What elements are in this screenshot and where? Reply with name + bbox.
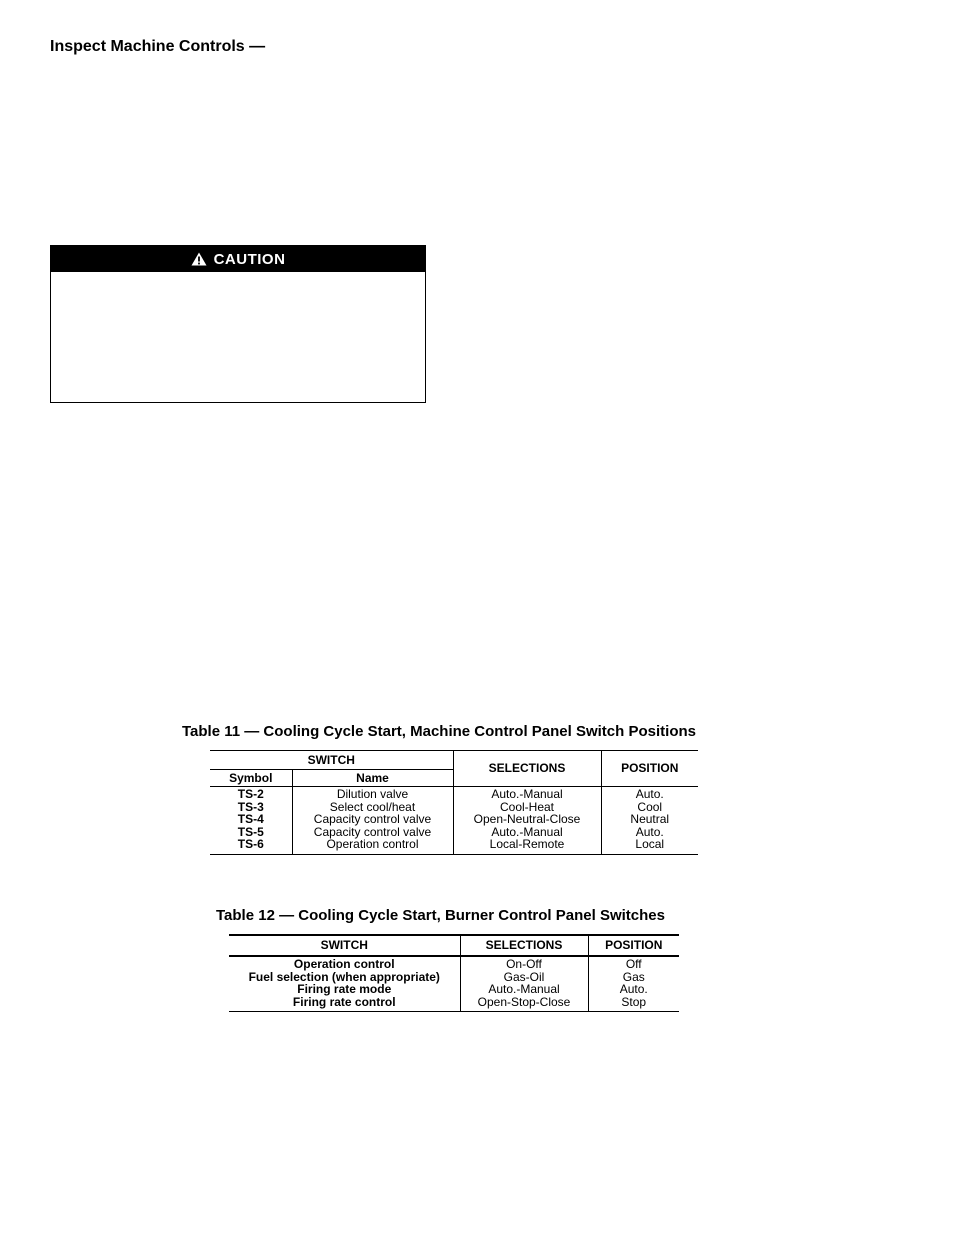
- table-cell: Auto.-Manual: [488, 982, 560, 996]
- table-cell: Capacity control valve: [313, 824, 432, 839]
- table-cell: Auto.: [619, 982, 648, 996]
- table11-name-header: Name: [292, 770, 453, 787]
- table12-switch-header: SWITCH: [229, 935, 460, 956]
- table-cell: Select cool/heat: [329, 799, 416, 814]
- table-cell: Cool-Heat: [499, 799, 555, 814]
- table12-selections-cell: [460, 956, 588, 1012]
- table-cell: Gas: [622, 969, 645, 984]
- table11: [210, 750, 698, 855]
- table-cell: Dilution valve: [336, 787, 409, 801]
- table12: [229, 934, 679, 1012]
- table11-switch-header: SWITCH: [210, 751, 453, 770]
- caution-box: [50, 245, 426, 403]
- table12-position-cell: [588, 956, 679, 1012]
- table12-caption: Table 12 — Cooling Cycle Start, Burner Control Panel Switches: [216, 907, 665, 924]
- table11-name-cell: [292, 787, 453, 855]
- table-cell: TS-5: [237, 824, 264, 839]
- table-cell: TS-3: [237, 799, 264, 814]
- caution-label: CAUTION: [213, 250, 286, 268]
- table11-symbol-cell: [210, 787, 292, 855]
- table12-switch-cell: [229, 956, 460, 1012]
- table-cell: TS-4: [237, 812, 264, 826]
- table11-position-cell: [601, 787, 698, 855]
- table-cell: Auto.-Manual: [491, 824, 563, 839]
- table-cell: On-Off: [506, 957, 542, 971]
- table-cell: Auto.-Manual: [491, 787, 563, 801]
- warning-triangle-icon: [191, 252, 207, 266]
- table-cell: Operation control: [293, 957, 395, 971]
- table11-symbol-header: Symbol: [210, 770, 292, 787]
- table-cell: TS-6: [237, 837, 264, 851]
- table-cell: Operation control: [326, 837, 419, 851]
- table11-caption: Table 11 — Cooling Cycle Start, Machine Control Panel Switch Positions: [182, 723, 696, 740]
- table11-position-header: POSITION: [601, 751, 698, 787]
- table-cell: Stop: [621, 994, 647, 1009]
- table-cell: Local: [635, 837, 665, 851]
- table-cell: Auto.: [635, 787, 664, 801]
- table-cell: Firing rate mode: [297, 982, 392, 996]
- table-cell: Auto.: [635, 824, 664, 839]
- caution-header: [51, 246, 425, 272]
- table-cell: Neutral: [630, 812, 670, 826]
- table11-body: [210, 787, 698, 855]
- table-cell: Fuel selection (when appropriate): [248, 969, 440, 984]
- table-cell: Cool: [637, 799, 663, 814]
- table12-selections-header: SELECTIONS: [460, 935, 588, 956]
- table11-selections-header: SELECTIONS: [453, 751, 601, 787]
- table-cell: Open-Neutral-Close: [473, 812, 581, 826]
- table-cell: TS-2: [237, 787, 264, 801]
- table11-selections-cell: [453, 787, 601, 855]
- table-cell: Capacity control valve: [313, 812, 432, 826]
- table12-body: [229, 956, 679, 1012]
- table-cell: Local-Remote: [489, 837, 565, 851]
- table-cell: Open-Stop-Close: [477, 994, 571, 1009]
- table-cell: Firing rate control: [292, 994, 396, 1009]
- table-cell: Off: [625, 957, 642, 971]
- section-heading: Inspect Machine Controls —: [50, 38, 266, 55]
- table12-position-header: POSITION: [588, 935, 679, 956]
- table-cell: Gas-Oil: [503, 969, 545, 984]
